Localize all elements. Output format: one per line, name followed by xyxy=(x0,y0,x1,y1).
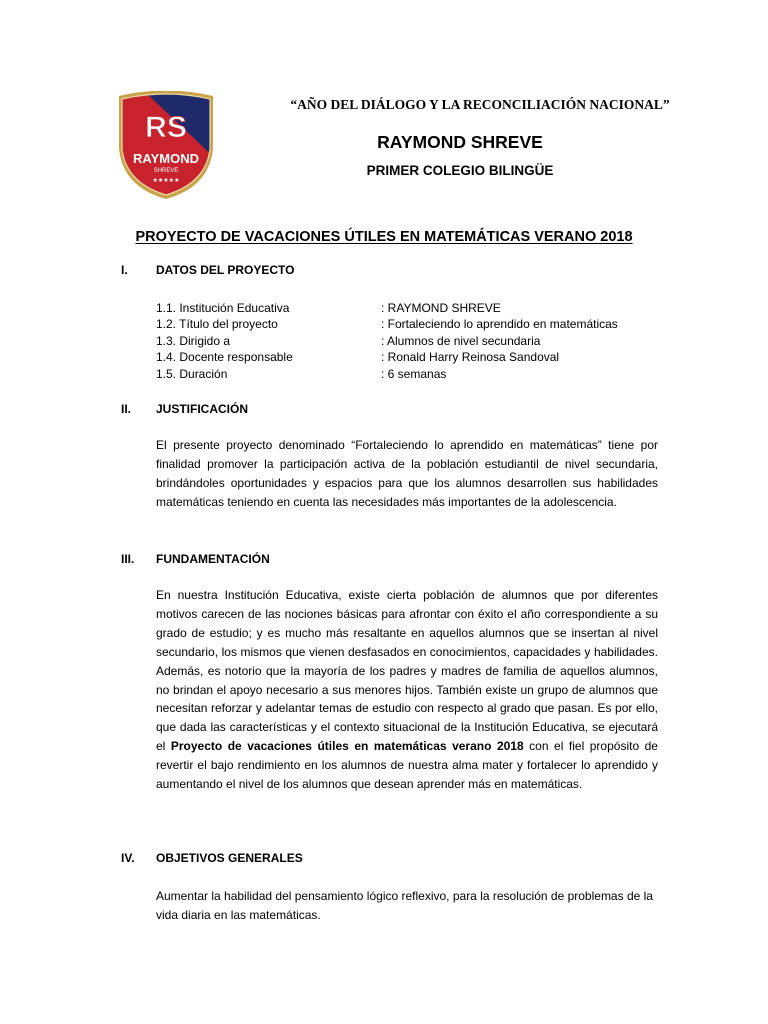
data-value: : Fortaleciendo lo aprendido en matemáticas xyxy=(381,317,618,332)
school-subtitle: PRIMER COLEGIO BILINGÜE xyxy=(366,163,554,178)
project-name-bold: Proyecto de vacaciones útiles en matemáticas verano 2018 xyxy=(170,739,524,754)
data-label: 1.4. Docente responsable xyxy=(156,350,293,365)
section-heading-justificacion: JUSTIFICACIÓN xyxy=(156,402,249,416)
section-number: IV. xyxy=(121,851,135,865)
data-row xyxy=(156,300,676,316)
data-value: : RAYMOND SHREVE xyxy=(381,301,501,315)
logo-stars: ★★★★★ xyxy=(152,177,180,184)
section-number: I. xyxy=(121,263,128,277)
section-heading-datos: DATOS DEL PROYECTO xyxy=(156,263,295,277)
section-heading-objetivos: OBJETIVOS GENERALES xyxy=(156,851,303,865)
fundamentacion-text: En nuestra Institución Educativa, existe cierta población de alumnos que por diferentes motivos carecen de las nociones básicas para afrontar con éxito el año correspondiente a su grado de estudio; y es mucho más resaltante en aquellos alumnos que se insertan al nivel secundario, los mismos que vienen desfasados en conocimientos, capacidades y habilidades. Además, es notorio que la mayoría de los padres y madres de familia de aquellos alumnos, no brindan el apoyo necesario a sus menores hijos. También existe un grupo de alumnos que necesitan reforzar y adelantar temas de estudio con respecto al grado que pasan. Es por ello, que dada las características y el contexto situacional de la Institución Educativa, se ejecutará el xyxy=(156,588,658,754)
data-label: 1.2. Título del proyecto xyxy=(156,317,278,332)
data-row xyxy=(156,349,676,365)
data-label: 1.3. Dirigido a xyxy=(156,333,231,348)
data-value: : Ronald Harry Reinosa Sandoval xyxy=(381,350,560,365)
year-motto: “AÑO DEL DIÁLOGO Y LA RECONCILIACIÓN NACIONAL” xyxy=(290,97,670,112)
data-label: 1.5. Duración xyxy=(156,366,228,381)
section-number: II. xyxy=(121,402,132,416)
document-title: PROYECTO DE VACACIONES ÚTILES EN MATEMÁTICAS VERANO 2018 xyxy=(135,229,633,245)
data-value: : 6 semanas xyxy=(381,366,447,381)
justificacion-paragraph: El presente proyecto denominado “Fortaleciendo lo aprendido en matemáticas” tiene por finalidad promover la participación activa de la población estudiantil de nivel secundaria, brindándoles oportunidades y espacios para que los alumnos desarrollen sus habilidades matemáticas teniendo en cuenta las necesidades más importantes de la adolescencia. xyxy=(156,438,658,509)
logo-monogram: RS xyxy=(145,111,187,144)
section-heading-fundamentacion: FUNDAMENTACIÓN xyxy=(156,552,270,566)
objetivos-paragraph: Aumentar la habilidad del pensamiento lógico reflexivo, para la resolución de problemas de la vida diaria en las matemáticas. xyxy=(156,889,653,922)
data-row xyxy=(156,333,676,349)
data-value: : Alumnos de nivel secundaria xyxy=(381,333,541,348)
school-name: RAYMOND SHREVE xyxy=(377,132,543,152)
fundamentacion-paragraph xyxy=(156,586,658,794)
data-row xyxy=(156,316,676,332)
data-label: 1.1. Institución Educativa xyxy=(156,301,290,315)
section-number: III. xyxy=(121,552,135,566)
data-row xyxy=(156,366,676,382)
logo-text: RAYMOND xyxy=(133,151,199,166)
school-crest-logo xyxy=(114,91,218,199)
fundamentacion-text-end: con el fiel propósito de revertir el bajo rendimiento en los alumnos de nuestra alma mater y fortalecer lo aprendido y aumentando el nivel de los alumnos que desean aprender más en matemáticas. xyxy=(156,739,658,792)
project-data-list xyxy=(156,300,676,382)
logo-subtext: SHREVE xyxy=(153,168,179,174)
